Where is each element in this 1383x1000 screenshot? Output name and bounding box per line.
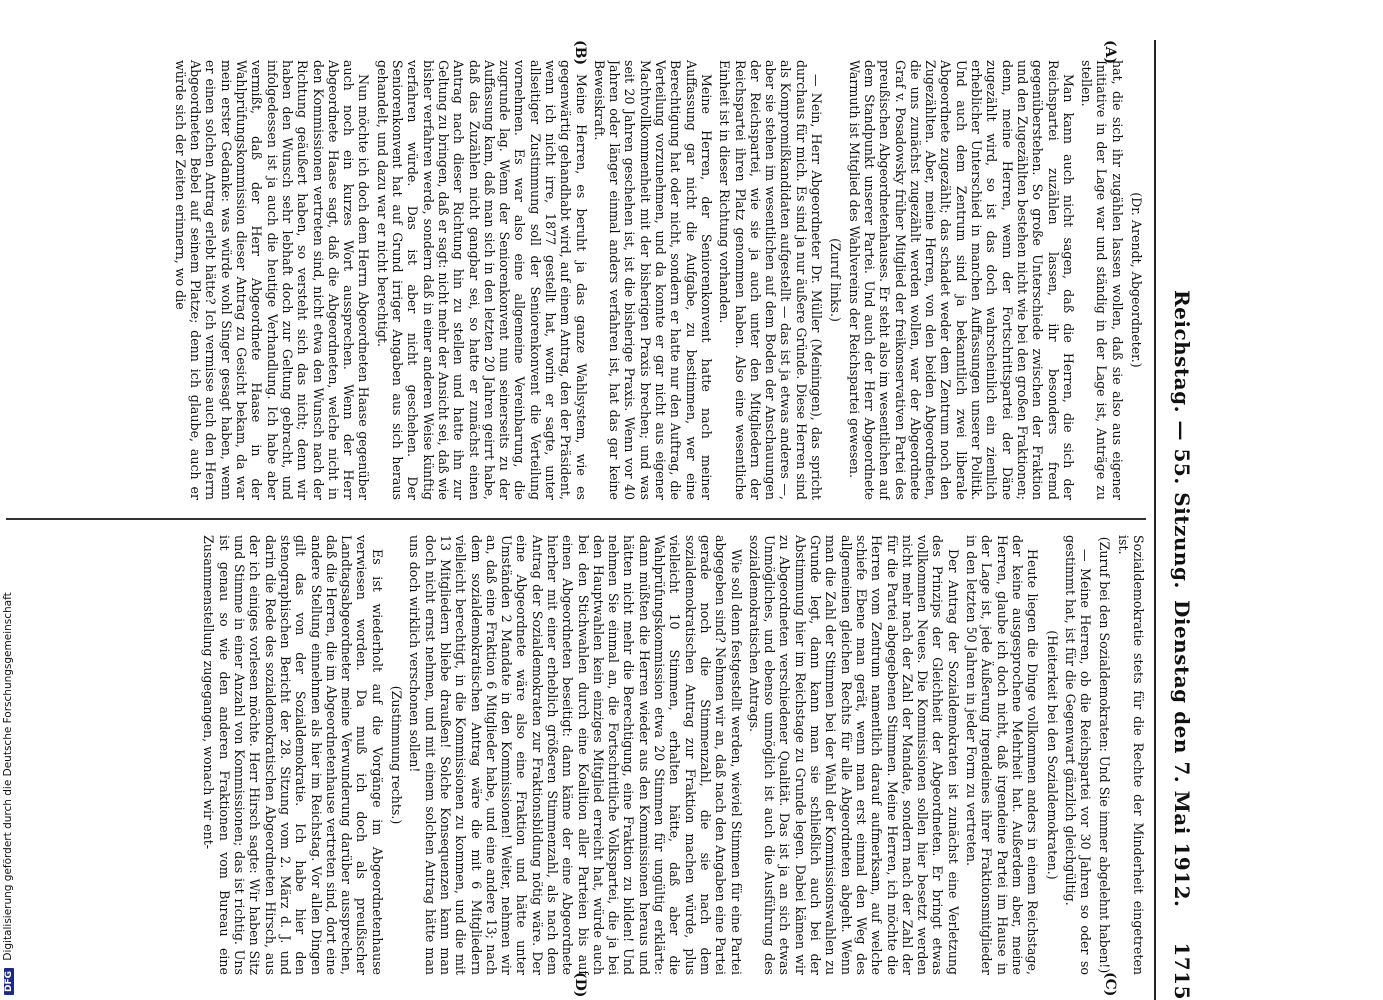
- paragraph: Wie soll denn festgestellt werden, wieviel Stimmen für eine Partei abgegeben sind? Nehmen wir an, daß nach den Angaben eine Partei gerade noch die Stimmenzahl, die sie nach dem sozialdemokratischen Antrag zur Fraktion machen würde, plus vielleicht 10 Stimmen, erhalten hätte, daß aber die Wahlprüfungskommission etwa 20 Stimmen für ungültig erklärte: dann müßten die Herren wieder aus den Kommissionen heraus und hätten nicht mehr die Berechtigung, eine Fraktion zu bilden! Und nehmen Sie einmal an, die Fortschrittliche Volkspartei, die ja bei den Hauptwahlen kein einziges Mitglied erreicht hat, würde auch bei den Stichwahlen durch eine Koalition aller Parteien bis auf einen Abgeordneten beseitigt: dann käme der eine Abgeordnete hierher mit einer erheblich größeren Stimmenzahl, als nach dem Antrag der Sozialdemokraten zur Fraktionsbildung nötig wäre. Der eine Abgeordnete wäre also eine Fraktion und hätte unter Umständen 2 Mandate in den Kommissionen! Weiter, nehmen wir an, daß eine Fraktion 6 Mitglieder habe, und eine andere 13; nach dem sozialdemokratischen Antrag wäre die mit 6 Mitgliedern vielleicht berechtigt, in die Kommissionen zu kommen, und die mit 13 Mitgliedern bliebe draußen! Solche Konsequenzen kann man doch nicht ernst nehmen, und mit einem solchen Antrag hätte man uns doch wirklich verschonen sollen!: [407, 535, 744, 975]
- column-divider: [6, 518, 1146, 520]
- digitization-credit-text: Digitalisierung gefördert durch die Deutsche Forschungsgemeinschaft: [2, 592, 14, 961]
- paragraph: Der Antrag der Sozialdemokraten ist zunächst eine Verletzung des Prinzips der Gleichheit der Abgeordneten. Er bringt etwas vollkommen Neues. Die Kommissionen sollen hier besetzt werden nicht mehr nach der Zahl der Mandate, sondern nach der Zahl der für die Partei abgegebenen Stimmen. Meine Herren, ich möchte die Herren vom Zentrum namentlich darauf aufmerksam, auf welche schiefe Ebene man gerät, wenn man erst einmal den Weg des allgemeinen gleichen Rechts für alle Abgeordneten abgeht. Wenn man die Zahl der Stimmen bei der Wahl der Kommissionswahlen zu Grunde legt, dann kann man sie schließlich auch bei der Abstimmung hier im Reichstage zu Grunde legen. Dabei kämen wir zu Abgeordneten verschiedener Qualität. Das ist ja an sich etwas Unmögliches, und ebenso unmöglich ist auch die Ausführung des sozialdemokratischen Antrags.: [746, 535, 961, 975]
- paragraph: Sozialdemokratie stets für die Rechte der Minderheit eingetreten ist.: [1115, 535, 1146, 975]
- paragraph: Heute liegen die Dinge vollkommen anders in einem Reichstage, der keine ausgesprochene Mehrheit hat. Außerdem aber, meine Herren, glaube ich doch nicht, daß irgendeine Partei im Hause in der Lage ist, jede Äußerung irgendeines ihrer Fraktionsmitglieder in den letzten 50 Jahren in jeder Form zu vertreten.: [964, 535, 1041, 975]
- paragraph: Es ist wiederholt auf die Vorgänge im Abgeordnetenhause verwiesen worden. Da muß ich doch als preußischer Landtagsabgeordneter meine Verwunderung darüber aussprechen, daß die Herren, die im Abgeordnetenhause vertreten sind, dort eine andere Stellung einnehmen als hier im Reichstag. Vor allen Dingen gilt das von der Sozialdemokratie. Ich habe hier den stenographischen Bericht der 28. Sitzung vom 2. März d. J. und darin die Rede des sozialdemokratischen Abgeordneten Hirsch, aus der ich einiges vorlesen möchte. Herr Hirsch sagte: Wir haben Sitz und Stimme in einer Anzahl von Kommissionen; das ist richtig. Uns ist genau so wie den anderen Fraktionen vom Bureau eine Zusammenstellung zugegangen, wonach wir ent-: [201, 535, 385, 975]
- left-column: [0, 60, 1146, 500]
- header-title-left: Reichstag. — 55. Sitzung.: [1170, 290, 1194, 589]
- paragraph: Man kann auch nicht sagen, daß die Herren, die sich der Reichspartei zuzählen lassen, ihr besonders fremd gegenüberstehen. So große Unterschiede zwischen der Fraktion und den Zugezählten bestehen nicht wie bei den großen Fraktionen; denn, meine Herren, wenn der Fortschrittspartei der Däne zugezählt wird, so ist das doch wahrscheinlich ein ziemlich erheblicher Unterschied in manchen Auffassungen unserer Politik. Und auch dem Zentrum sind ja bekanntlich zwei liberale Abgeordnete zugezählt; das schadet weder dem Zentrum noch den Zugezählten. Aber, meine Herren, von den beiden Abgeordneten, die uns zunächst zugezählt werden wollen, war der Abgeordnete Graf v. Posadowsky früher Mitglied der freikonservativen Partei des preußischen Abgeordnetenhauses. Er steht also im wesentlichen auf dem Standpunkt unserer Partei. Und auch der Herr Abgeordnete Warmuth ist Mitglied des Wahlvereins der Reichspartei gewesen.: [846, 60, 1076, 500]
- speaker-line: (Dr. Arendt, Abgeordneter.): [1129, 192, 1144, 368]
- dfg-logo-icon: DFG: [4, 968, 14, 995]
- digitization-credit: [2, 5, 16, 995]
- margin-marker-b: (B): [572, 40, 588, 66]
- interjection: (Heiterkeit bei den Sozialdemokraten.): [1044, 630, 1060, 880]
- margin-marker-d: (D): [572, 972, 588, 998]
- right-column: [0, 535, 1146, 975]
- interjection: (Zuruf links.): [828, 238, 844, 322]
- paragraph: — Nein, Herr Abgeordneter Dr. Müller (Meiningen), das spricht durchaus für mich. Es sind ja nur äußere Gründe. Diese Herren sind als Kompromißkandidaten aufgestellt — das ist ja etwas anderes —, aber sie stehen im wesentlichen auf dem Boden der Anschauungen der Reichspartei, wie sie ja auch unter den Mitgliedern der Reichspartei ihren Platz genommen haben. Also eine wesentliche Einheit ist in dieser Richtung vorhanden.: [717, 60, 825, 500]
- paragraph: Meine Herren, der Seniorenkonvent hatte nach meiner Auffassung gar nicht die Aufgabe, zu bestimmen, wer eine Berechtigung hat oder nicht, sondern er hatte nur den Auftrag, die Verteilung vorzunehmen, und da konnte er gar nicht aus eigener Machtvollkommenheit mit der bisherigen Praxis brechen; und was seit 20 Jahren geschehen ist, ist die bisherige Praxis. Wenn vor 40 Jahren oder länger einmal anders verfahren ist, hat das gar keine Beweiskraft.: [591, 60, 714, 500]
- interjection: (Zuruf bei den Sozialdemokraten: Und Sie immer abgelehnt haben!): [1097, 536, 1113, 974]
- header-title-right: Dienstag den 7. Mai 1912.: [1170, 600, 1194, 908]
- margin-marker-a: (A): [1102, 40, 1118, 65]
- header-rule: [1154, 40, 1156, 1000]
- margin-marker-c: (C): [1102, 972, 1118, 997]
- rotated-document-page: [0, 40, 1208, 1000]
- paragraph: hat, die sich ihr zugählen lassen wollen, daß sie also aus eigener Initiative in der Lage war und ständig in der Lage ist, Anträge zu stellen.: [1079, 60, 1125, 500]
- paragraph: Nun möchte ich doch dem Herrn Abgeordneten Haase gegenüber auch noch ein kurzes Wort aussprechen. Wenn der Herr Abgeordnete Haase sagt, daß die Abgeordneten, welche nicht in den Kommissionen vertreten sind, nicht etwa den Wunsch nach der Richtung geäußert haben, so versteht sich das nicht; denn wir haben den Wunsch sehr lebhaft doch zur Geltung gebracht, und infolgedessen ist ja auch die heutige Verhandlung. Ich habe aber vermißt, daß der Herr Abgeordnete Haase in der Wahlprüfungskommission dieser Antrag zu Gesicht bekam, da war mein erster Gedanke: was würde wohl Singer gesagt haben, wenn er einen solchen Antrag erlebt hätte? Ich vermisse auch den Herrn Abgeordneten Bebel auf seinem Platze; denn ich glaube, auch er würde sich der Zeiten erinnern, wo die: [172, 60, 372, 500]
- page-number-right: 1715: [1170, 942, 1194, 1000]
- page-header: [1158, 40, 1198, 1000]
- interjection: (Zustimmung rechts.): [389, 685, 405, 825]
- paragraph: Meine Herren, es beruht ja das ganze Wahlsystem, wie es gegenwärtig gehandhabt wird, auf einem Antrag, den der Präsident, wenn ich nicht irre, 1877 gestellt hat, worin er sagte, unter allseitiger Zustimmung soll der Seniorenkonvent die Verteilung vornehmen. Es war also eine allgemeine Vereinbarung, die zugrunde lag. Wenn der Seniorenkonvent nun seinerseits zu der Auffassung kam, daß man sich in den letzten 20 Jahren geirrt habe, daß das Zuzählen nicht gangbar sei, so hatte er zunächst einen Antrag nach dieser Richtung hin zu stellen und hatte ihn zur Geltung zu bringen, daß er sagt: nicht mehr der Ansicht sei, daß wie bisher verfahren werde, sondern daß in einer anderen Weise künftig verfahren würde. Das ist aber nicht geschehen. Der Seniorenkonvent hat auf Grund irriger Angaben aus sich heraus gehandelt, und dazu war er nicht berechtigt.: [374, 60, 589, 500]
- paragraph: — Meine Herren, ob die Reichspartei vor 30 Jahren so oder so gestimmt hat, ist für die Gegenwart gänzlich gleichgültig.: [1062, 535, 1094, 975]
